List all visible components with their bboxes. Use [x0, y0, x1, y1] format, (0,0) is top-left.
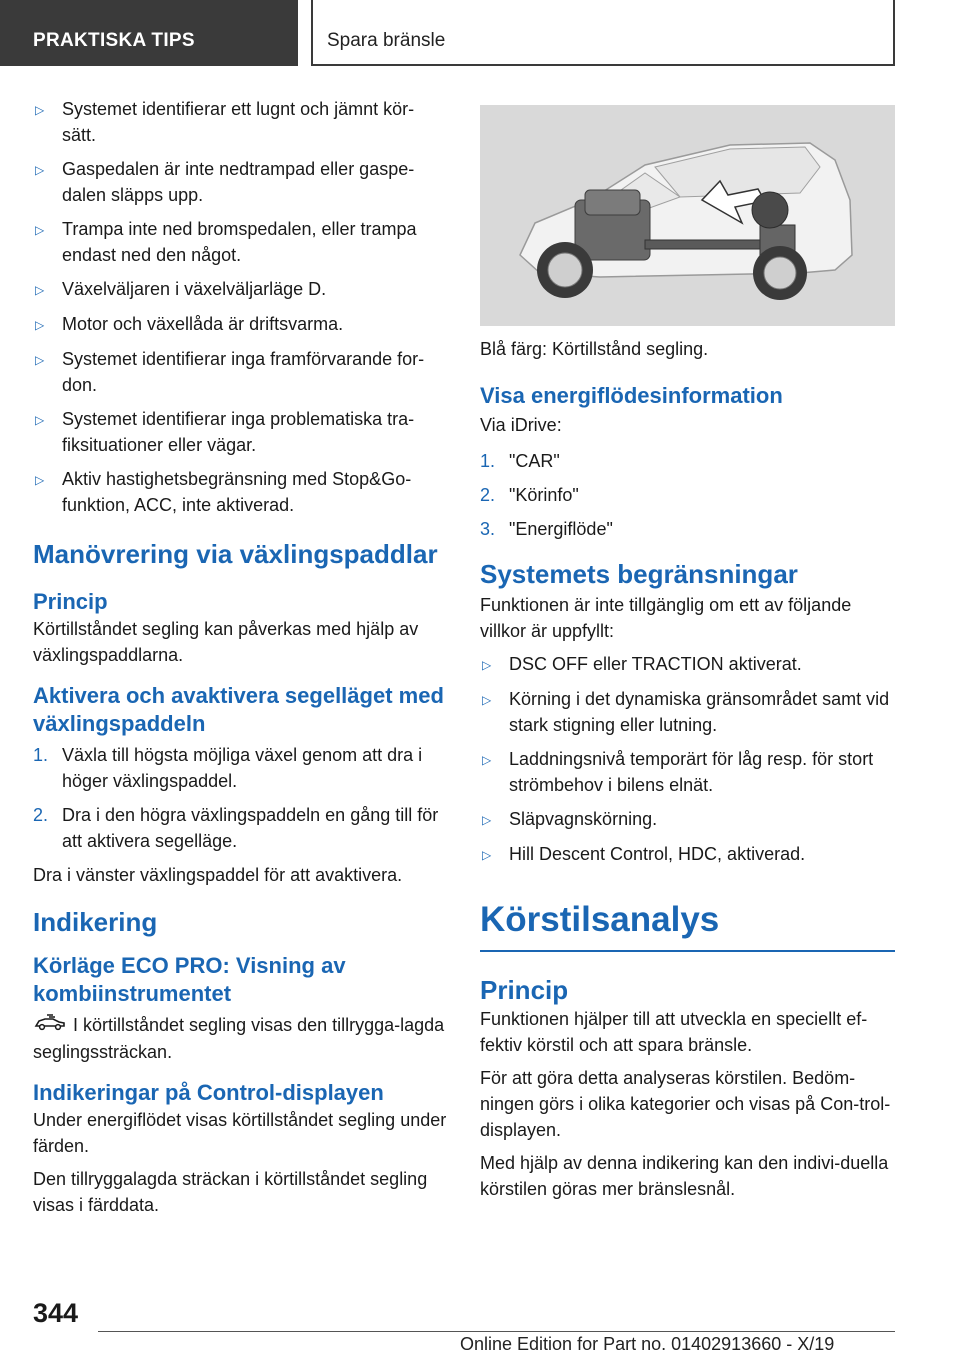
list-item: 1. Växla till högsta möjliga växel genom att dra i höger växlingspaddel. [33, 745, 423, 791]
bullet-triangle-icon: ▷ [35, 283, 45, 297]
bullet-triangle-icon: ▷ [482, 693, 492, 707]
bullet-triangle-icon: ▷ [482, 658, 492, 672]
list-item: ▷ Gaspedalen är inte nedtrampad eller gaspe-dalen släpps upp. [33, 156, 447, 208]
list-item: ▷ Växelväljaren i växelväljarläge D. [33, 276, 447, 303]
list-item: ▷ Släpvagnskörning. [480, 806, 895, 833]
heading-paddles: Manövrering via växlingspaddlar [33, 539, 438, 569]
via-idrive-text: Via iDrive: [480, 415, 562, 435]
list-item: ▷ Trampa inte ned bromspedalen, eller trampa endast ned den något. [33, 216, 447, 268]
list-item: ▷ Hill Descent Control, HDC, aktiverad. [480, 841, 895, 868]
list-item: ▷ DSC OFF eller TRACTION aktiverat. [480, 651, 895, 678]
heading-driving-style-analysis: Körstilsanalys [480, 900, 720, 939]
bullet-triangle-icon: ▷ [35, 353, 45, 367]
heading-energy-flow: Visa energiflödesinformation [480, 383, 783, 408]
heading-activate: Aktivera och avaktivera segelläget med växlingspaddeln [33, 683, 444, 736]
car-drivetrain-illustration [480, 105, 895, 326]
analysis-text-2: För att göra detta analyseras körstilen. Bedöm-ningen görs i olika kategorier och visas på Con-trol-displayen. [480, 1068, 891, 1140]
list-item: 2. "Körinfo" [480, 485, 579, 505]
heading-limitations: Systemets begränsningar [480, 559, 798, 589]
list-item: 2. Dra i den högra växlingspaddeln en gång till för att aktivera segelläge. [33, 805, 439, 851]
list-item: ▷ Systemet identifierar inga framförvarande for-don. [33, 346, 447, 398]
cluster-text: I körtillståndet segling visas den tillrygga-lagda seglingssträckan. [33, 1015, 445, 1063]
analysis-text-1: Funktionen hjälper till att utveckla en speciellt ef-fektiv körstil och att spara bränsle. [480, 1009, 868, 1055]
heading-cluster: Körläge ECO PRO: Visning av kombiinstrumentet [33, 953, 346, 1006]
list-item: ▷ Systemet identifierar inga problematiska tra-fiksituationer eller vägar. [33, 406, 447, 458]
bullet-triangle-icon: ▷ [482, 848, 492, 862]
heading-indication: Indikering [33, 907, 158, 937]
bullet-triangle-icon: ▷ [35, 103, 45, 117]
left-column [33, 96, 447, 1225]
deactivate-text: Dra i vänster växlingspaddel för att avaktivera. [33, 865, 403, 885]
bullet-triangle-icon: ▷ [482, 813, 492, 827]
list-item: ▷ Motor och växellåda är driftsvarma. [33, 311, 447, 338]
list-item: 3. "Energiflöde" [480, 519, 613, 539]
section-tab [0, 0, 298, 66]
section-title: PRAKTISKA TIPS [33, 30, 195, 51]
principle-text: Körtillståndet segling kan påverkas med hjälp av växlingspaddlarna. [33, 619, 419, 665]
list-item: ▷ Aktiv hastighetsbegränsning med Stop&Go-funktion, ACC, inte aktiverad. [33, 466, 447, 518]
figure-caption: Blå färg: Körtillstånd segling. [480, 339, 709, 359]
bullet-triangle-icon: ▷ [35, 473, 45, 487]
control-text-2: Den tillryggalagda sträckan i körtillståndet segling visas i färddata. [33, 1169, 428, 1216]
chapter-title: Spara bränsle [327, 30, 446, 51]
bullet-triangle-icon: ▷ [35, 163, 45, 177]
page-number: 344 [33, 1298, 79, 1328]
conditions-list [33, 96, 447, 518]
chapter-tab [311, 0, 895, 66]
list-item: ▷ Laddningsnivå temporärt för låg resp. för stort strömbehov i bilens elnät. [480, 746, 895, 798]
right-column [480, 105, 895, 1209]
list-item: ▷ Körning i det dynamiska gränsområdet samt vid stark stigning eller lutning. [480, 686, 895, 738]
edition-info: Online Edition for Part no. 01402913660 - X/19 [460, 1334, 835, 1354]
bullet-triangle-icon: ▷ [482, 753, 492, 767]
bullet-triangle-icon: ▷ [35, 223, 45, 237]
footer-divider [98, 1331, 895, 1332]
list-item: ▷ Systemet identifierar ett lugnt och jämnt kör-sätt. [33, 96, 447, 148]
heading-principle: Princip [33, 589, 108, 614]
heading-underline [480, 950, 895, 952]
analysis-text-3: Med hjälp av denna indikering kan den indivi-duella körstilen göras mer bränslesnål. [480, 1153, 889, 1199]
heading-principle: Princip [480, 975, 569, 1005]
bullet-triangle-icon: ▷ [35, 413, 45, 427]
sailing-car-icon [33, 1013, 67, 1039]
bullet-triangle-icon: ▷ [35, 318, 45, 332]
control-text-1: Under energiflödet visas körtillståndet segling under färden. [33, 1110, 447, 1157]
heading-control-display: Indikeringar på Control-displayen [33, 1080, 384, 1106]
limitations-text: Funktionen är inte tillgänglig om ett av följande villkor är uppfyllt: [480, 595, 852, 641]
list-item: 1. "CAR" [480, 451, 560, 471]
